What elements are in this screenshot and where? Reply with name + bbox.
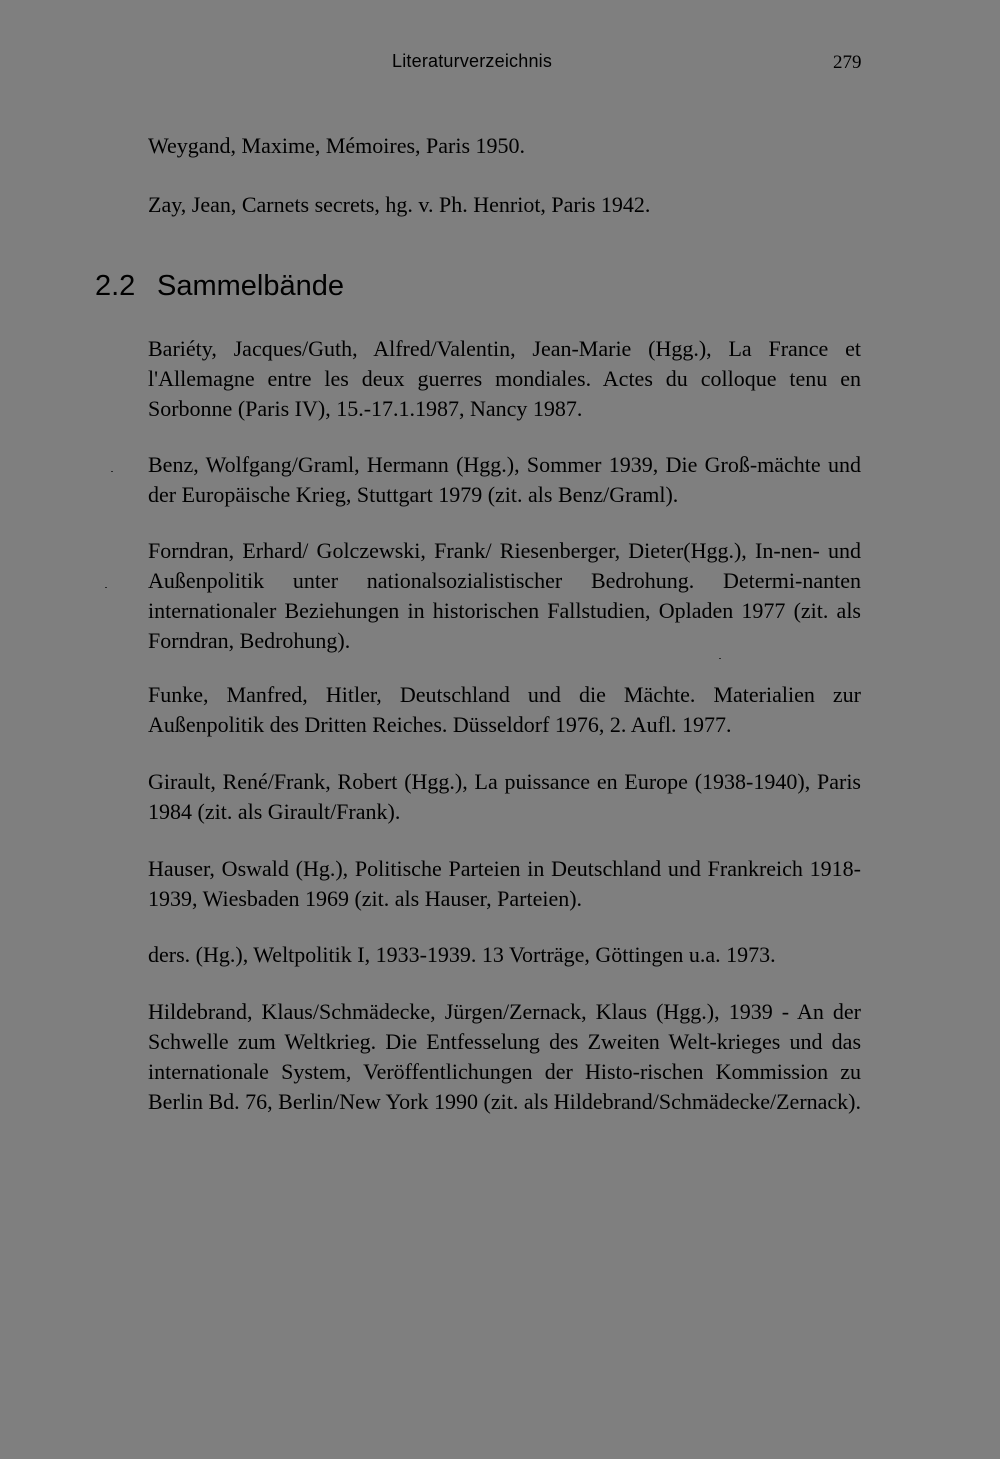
bibliography-entry: Weygand, Maxime, Mémoires, Paris 1950. [148, 133, 526, 158]
section-title: Sammelbände [157, 270, 344, 302]
bibliography-entry: Girault, René/Frank, Robert (Hgg.), La puissance en Europe (1938-1940), Paris 1984 (zit. als Girault/Frank). [148, 769, 861, 824]
section-number: 2.2 [95, 270, 136, 302]
bibliography-entry: Zay, Jean, Carnets secrets, hg. v. Ph. Henriot, Paris 1942. [148, 192, 651, 217]
page-number: 279 [833, 52, 862, 73]
bibliography-entry: ders. (Hg.), Weltpolitik I, 1933-1939. 13 Vorträge, Göttingen u.a. 1973. [148, 942, 776, 967]
section-heading [95, 270, 344, 303]
bibliography-entry: Hildebrand, Klaus/Schmädecke, Jürgen/Zernack, Klaus (Hgg.), 1939 - An der Schwelle zum Weltkrieg. Die Entfesselung des Zweiten Welt-krieges und das internationale System, Veröffentlichungen der Histo-rischen Kommission zu Berlin Bd. 76, Berlin/New York 1990 (zit. als Hildebrand/Schmädecke/Zernack). [148, 999, 862, 1114]
scan-speck [719, 658, 721, 659]
bibliography-entry: Funke, Manfred, Hitler, Deutschland und die Mächte. Materialien zur Außenpolitik des Dritten Reiches. Düsseldorf 1976, 2. Aufl. 1977. [148, 682, 861, 737]
bibliography-entry: Bariéty, Jacques/Guth, Alfred/Valentin, Jean-Marie (Hgg.), La France et l'Allemagne entre les deux guerres mondiales. Actes du colloque tenu en Sorbonne (Paris IV), 15.-17.1.1987, Nancy 1987. [148, 336, 861, 421]
bibliography-entry: Hauser, Oswald (Hg.), Politische Parteien in Deutschland und Frankreich 1918-1939, Wiesbaden 1969 (zit. als Hauser, Parteien). [148, 856, 861, 911]
bibliography-entry: Forndran, Erhard/ Golczewski, Frank/ Riesenberger, Dieter(Hgg.), In-nen- und Außenpolitik unter nationalsozialistischer Bedrohung. Determi-nanten internationaler Beziehungen in historischen Fallstudien, Opladen 1977 (zit. als Forndran, Bedrohung). [148, 538, 861, 653]
scan-speck [105, 587, 107, 588]
bibliography-entry: Benz, Wolfgang/Graml, Hermann (Hgg.), Sommer 1939, Die Groß-mächte und der Europäische Krieg, Stuttgart 1979 (zit. als Benz/Graml). [148, 452, 861, 507]
scan-speck [111, 471, 113, 472]
running-title: Literaturverzeichnis [392, 51, 553, 71]
